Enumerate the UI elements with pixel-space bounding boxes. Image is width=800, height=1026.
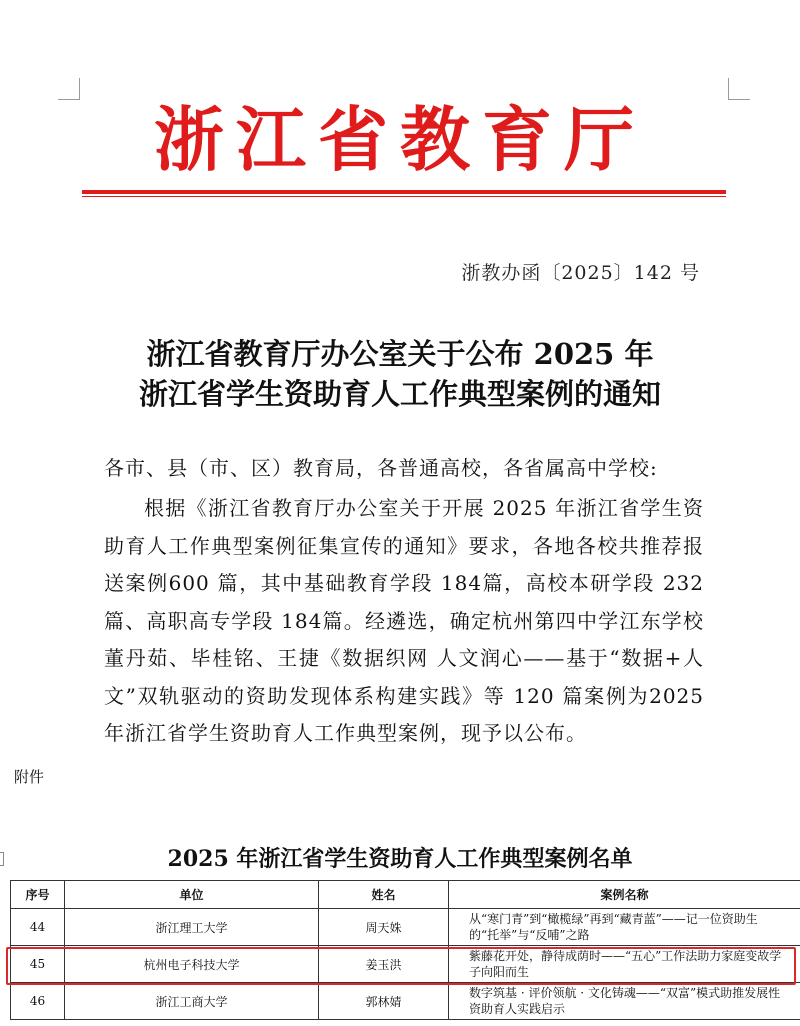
notice-title-line-1: 浙江省教育厅办公室关于公布 2025 年 bbox=[146, 337, 654, 371]
row-case: 紫藤花开处，静待成荫时——“五心”工作法助力家庭变故学子向阳而生 bbox=[449, 946, 800, 983]
letterhead-title: 浙江省教育厅 bbox=[154, 98, 646, 181]
notice-title-line-2: 浙江省学生资助育人工作典型案例的通知 bbox=[138, 377, 661, 411]
row-name: 周天姝 bbox=[319, 909, 449, 946]
table-row bbox=[11, 909, 800, 946]
header-no: 序号 bbox=[11, 881, 65, 909]
row-unit: 杭州电子科技大学 bbox=[65, 946, 319, 983]
case-list-table bbox=[10, 880, 800, 1020]
letterhead-rule-thin bbox=[82, 196, 726, 197]
row-name: 郭林婧 bbox=[319, 983, 449, 1020]
attachment-label: 附件 bbox=[14, 768, 45, 786]
salutation: 各市、县（市、区）教育局，各普通高校，各省属高中学校: bbox=[104, 456, 658, 480]
table-row bbox=[11, 983, 800, 1020]
table-header-row bbox=[11, 881, 800, 909]
crop-mark-top-left bbox=[58, 78, 80, 100]
document-number: 浙教办函〔2025〕142 号 bbox=[461, 262, 700, 284]
row-no: 44 bbox=[11, 909, 65, 946]
notice-body: 根据《浙江省教育厅办公室关于开展 2025 年浙江省学生资助育人工作典型案例征集宣传的通知》要求，各地各校共推荐报送案例600 篇，其中基础教育学段 184篇，高校本研学段 232 篇、高职高专学段 184篇。经遴选，确定杭州第四中学江东学校董丹茹、毕桂铭、王捷《数据织网 人文润心——基于“数据+人文”双轨驱动的资助发现体系构建实践》等 120 篇案例为2025 年浙江省学生资助育人工作典型案例，现予以公布。 bbox=[104, 496, 704, 745]
row-no: 46 bbox=[11, 983, 65, 1020]
row-unit: 浙江理工大学 bbox=[65, 909, 319, 946]
row-name: 姜玉洪 bbox=[319, 946, 449, 983]
letterhead-rule-thick bbox=[82, 190, 726, 194]
header-case: 案例名称 bbox=[449, 881, 800, 909]
row-no: 45 bbox=[11, 946, 65, 983]
row-case: 从“寒门青”到“橄榄绿”再到“藏青蓝”——记一位资助生的“托举”与“反哺”之路 bbox=[449, 909, 800, 946]
header-name: 姓名 bbox=[319, 881, 449, 909]
attachment-page bbox=[0, 760, 800, 1026]
crop-mark-top-right bbox=[728, 78, 750, 100]
row-unit: 浙江工商大学 bbox=[65, 983, 319, 1020]
table-row-highlighted bbox=[11, 946, 800, 983]
header-unit: 单位 bbox=[65, 881, 319, 909]
attachment-list-title: 2025 年浙江省学生资助育人工作典型案例名单 bbox=[167, 846, 633, 872]
row-case: 数字筑基 · 评价领航 · 文化铸魂——“双富”模式助推发展性资助育人实践启示 bbox=[449, 983, 800, 1020]
